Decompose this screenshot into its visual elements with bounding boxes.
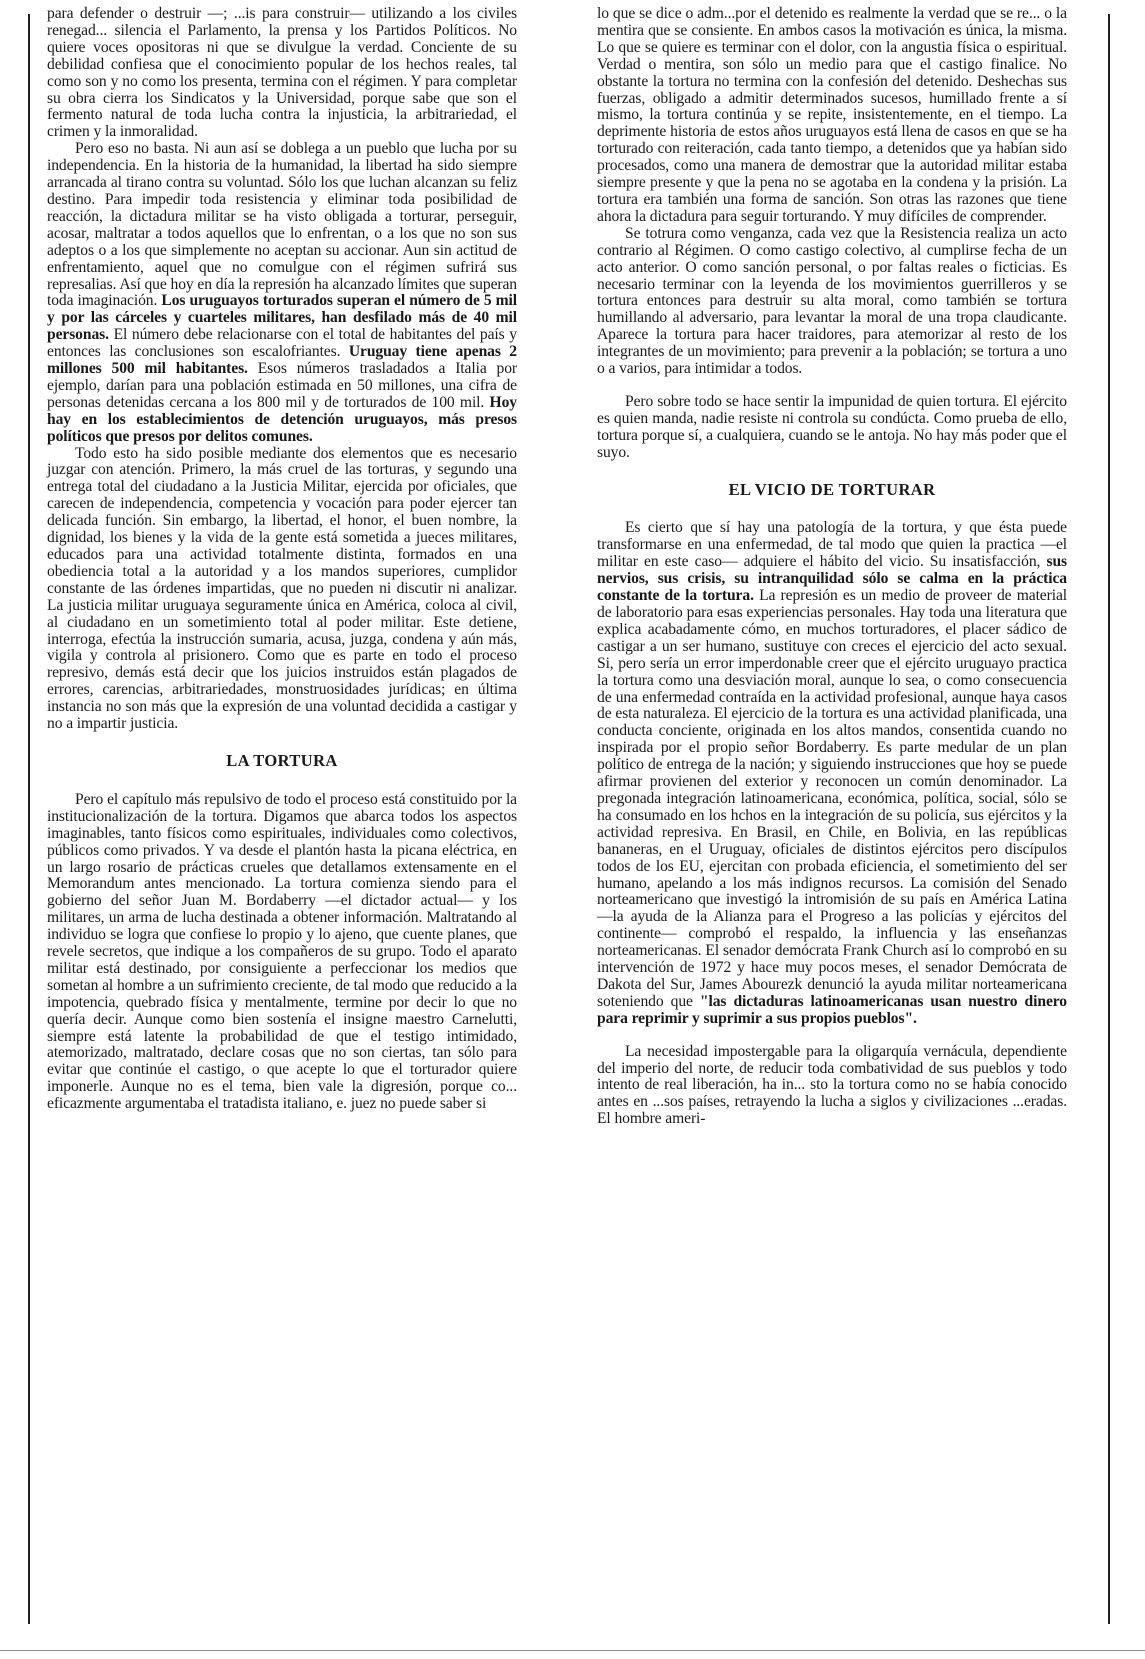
paragraph: lo que se dice o adm...por el detenido es realmente la verdad que se re... o la mentira que se consiente. En ambos casos la motivación es única, la misma. Lo que se quiere es terminar con el dolor, con la angustia física o espiritual. Verdad o mentira, son sólo un medio para que el castigo finalice. No obstante la tortura no termina con la confesión del detenido. Deshechas sus fuerzas, obligado a admitir determinados sucesos, humillado frente a sí mismo, la tortura continúa y se repite, insistentemente, en el tiempo. La deprimente historia de estos años uruguayos está llena de casos en que se ha torturado con reiteración, cada tanto tiempo, a detenidos que ya habían sido procesados, como una manera de demostrar que la autoridad militar estaba siempre presente y que la pena no se agotaba en la condena y la prisión. La tortura era también una forma de sanción. Son otras las razones que tiene ahora la dictadura para seguir torturando. Y muy difíciles de comprender. [597,5,1067,225]
right-column [597,6,1067,1128]
left-margin-rule [28,14,30,1624]
left-column [47,6,517,1113]
paragraph: Es cierto que sí hay una patología de la tortura, y que ésta puede transformarse en una enfermedad, de tal modo que quien la practica —el militar en este caso— adquiere el hábito del vicio. Su insatisfacción, sus nervios, sus crisis, su intranquilidad sólo se calma en la práctica constante de la tortura. La represión es un medio de proveer de material de laboratorio para esas experiencias personales. Hay toda una literatura que explica acabadamente cómo, en muchos torturadores, el placer sádico de castigar a un ser humano, sustituye con creces el ejercicio del acto sexual. Si, pero sería un error imperdonable creer que el ejército uruguayo practica la tortura como una desviación moral, aunque lo sea, o como consecuencia de una enfermedad contraída en la actividad profesional, aunque haya casos de esta naturaleza. El ejercicio de la tortura es una actividad planificada, una conducta conciente, originada en los altos mandos, consentida cuando no inspirada por el propio señor Bordaberry. Es parte medular de un plan político de entrega de la nación; y siguiendo instrucciones que hoy se puede afirmar provienen del exterior y reconocen un común denominador. La pregonada integración latinoamericana, económica, política, social, sólo se ha consumado en los hchos en la integración de su policía, sus ejércitos y la actividad represiva. En Brasil, en Chile, en Bolivia, en las repúblicas bananeras, en el Uruguay, oficiales de distintos ejércitos pero discípulos todos de los EU, ejercitan con probada eficiencia, el sometimiento del ser humano, apelando a los más indignos recursos. La comisión del Senado norteamericano que investigó la intromisión de su país en América Latina —la ayuda de la Alianza para el Progreso a las policías y ejércitos del continente— comprobó el respaldo, la influencia y las enseñanzas norteamericanas. El senador demócrata Frank Church así lo comprobó en su intervención de 1972 y hace muy pocos meses, el senador Demócrata de Dakota del Sur, James Abourezk denunció la ayuda militar norteamericana soteniendo que "las dictaduras latinoamericanas usan nuestro dinero para reprimir y suprimir a sus propios pueblos". [597,519,1067,1027]
paragraph: La necesidad impostergable para la oligarquía vernácula, dependiente del imperio del norte, de reducir toda combatividad de sus pueblos y todo intento de real liberación, ha in... sto la tortura como no se había conocido antes en ...sos países, retrayendo la lucha a siglos y civilizaciones ...eradas. El hombre ameri- [597,1042,1067,1128]
paragraph: Se totrura como venganza, cada vez que la Resistencia realiza un acto contrario al Régimen. O como castigo colectivo, al cumplirse fecha de un acto anterior. O como sanción personal, o por faltas reales o ficticias. Es necesario terminar con la leyenda de los movimientos guerrilleros y se tortura entonces para destruir su alta moral, como también se tortura humillando al adversario, para levantar la moral de una tropa claudicante. Aparece la tortura para hacer traidores, para atemorizar al resto de los integrantes de un movimiento; para prevenir a la población; se tortura a uno o a varios, para intimidar a todos. [597,224,1067,378]
bold-statement: Los uruguayos torturados superan el número de 5 mil y por las cárceles y cuarteles militares, han desfilado más de 40 mil personas. [47,292,517,344]
paragraph: para defender o destruir —; ...is para construir— utilizando a los civiles renegad... silencia el Parlamento, la prensa y los Partidos Políticos. No quiere voces opositoras ni que se divulgue la verdad. Conciente de su debilidad confiesa que el conocimiento popular de los hechos reales, tal como son y no como los presenta, termina con el régimen. Y para completar su obra cierra los Sindicatos y la Universidad, porque sabe que son el fermento natural de toda lucha contra la injusticia, la arbitrariedad, el crimen y la inmoralidad. [47,5,517,141]
right-margin-rule [1108,14,1110,1624]
section-heading: EL VICIO DE TORTURAR [728,479,936,499]
paragraph: Pero eso no basta. Ni aun así se doblega a un pueblo que lucha por su independencia. En la historia de la humanidad, la libertad ha sido siempre arrancada al tirano contra su voluntad. Sólo los que luchan alcanzan su feliz destino. Para impedir toda resistencia y eliminar toda posibilidad de reacción, la dictadura militar se ha visto obligada a torturar, perseguir, acosar, maltratar a todos aquellos que lo enfrentan, o a los que no son sus adeptos o a los que simplemente no aceptan su accionar. Aun sin actitud de enfrentamiento, aquel que no comulgue con el régimen sufrirá sus represalias. Así que hoy en día la represión ha alcanzado límites que superan toda imaginación. Los uruguayos torturados superan el número de 5 mil y por las cárceles y cuarteles militares, han desfilado más de 40 mil personas. El número debe relacionarse con el total de habitantes del país y entonces las conclusiones son escalofriantes. Uruguay tiene apenas 2 millones 500 mil habitantes. Esos números trasladados a Italia por ejemplo, darían para una población estimada en 50 millones, una cifra de personas detenidas cercana a los 800 mil y de torturados de 100 mil. Hoy hay en los establecimientos de detención uruguayos, más presos políticos que presos por delitos comunes. [47,140,518,445]
bold-statement: sus nervios, sus crisis, su intranquilidad sólo se calma en la práctica constante de la tortura. [597,553,1067,605]
bold-statement: Uruguay tiene apenas 2 millones 500 mil habitantes. [47,343,517,378]
bottom-edge-rule [0,1650,1145,1651]
paragraph: Todo esto ha sido posible mediante dos elementos que es necesario juzgar con atención. Primero, la más cruel de las torturas, y segundo una entrega total del ciudadano a la Justicia Militar, ejercida por oficiales, que carecen de independencia, competencia y vocación para poder ejercer tan delicada función. Sin embargo, la libertad, el honor, el buen nombre, la dignidad, los bienes y la vida de la gente está sometida a jueces militares, educados para una actividad totalmente distinta, formados en una obediencia total a la autoridad y a los mandos superiores, cumplidor constante de las órdenes impartidas, que no pueden ni discutir ni analizar. La justicia militar uruguaya seguramente única en América, coloca al civil, al ciudadano en un sometimiento total al poder militar. Este detiene, interroga, efectúa la instrucción sumaria, acusa, juzga, condena y aún más, vigila y controla al prisionero. Como que es parte en todo el proceso represivo, demás está decir que los juicios instruidos están plagados de errores, carencias, arbitrariedades, monstruosidades jurídicas; en última instancia no son más que la expresión de una voluntad decidida a castigar y no a impartir justicia. [47,444,517,733]
bold-statement: Hoy hay en los establecimientos de detención uruguayos, más presos políticos que presos por delitos comunes. [47,393,517,445]
paragraph: Pero sobre todo se hace sentir la impunidad de quien tortura. El ejército es quien manda, nadie resiste ni controla su condúcta. Como prueba de ello, tortura porque sí, a cualquiera, cuando se le antoja. No hay más poder que el suyo. [597,392,1067,461]
paragraph: Pero el capítulo más repulsivo de todo el proceso está constituido por la institucionalización de la tortura. Digamos que abarca todos los aspectos imaginables, tanto físicos como espirituales, individuales como colectivos, públicos como privados. Y va desde el plantón hasta la picana eléctrica, en un largo rosario de prácticas crueles que detallamos extensamente en el Memorandum antes mencionado. La tortura comienza siendo para el gobierno del señor Juan M. Bordaberry —el dictador actual— y los militares, un arma de lucha destinada a obtener información. Maltratando al individuo se logra que confiese lo propio y lo ajeno, que cuente planes, que revele secretos, que indique a los compañeros de su grupo. Todo el aparato militar está destinado, por consiguiente a perfeccionar los medios que sometan al hombre a un sufrimiento creciente, de tal modo que reducido a la impotencia, quebrado física y mentalmente, termine por decir lo que no quería decir. Aunque como bien sostenía el insigne maestro Carnelutti, siempre está latente la probabilidad de que el testigo intimidado, atemorizado, maltratado, declare cosas que no son ciertas, tan sólo para evitar que continúe el castigo, o que acepte lo que el torturador quiere imponerle. Aunque no es el tema, bien vale la digresión, porque co... eficazmente argumentaba el tratadista italiano, e. juez no puede saber si [47,790,517,1113]
section-heading: LA TORTURA [226,750,338,770]
bold-statement: "las dictaduras latinoamericanas usan nuestro dinero para reprimir y suprimir a sus propios pueblos". [597,992,1067,1027]
